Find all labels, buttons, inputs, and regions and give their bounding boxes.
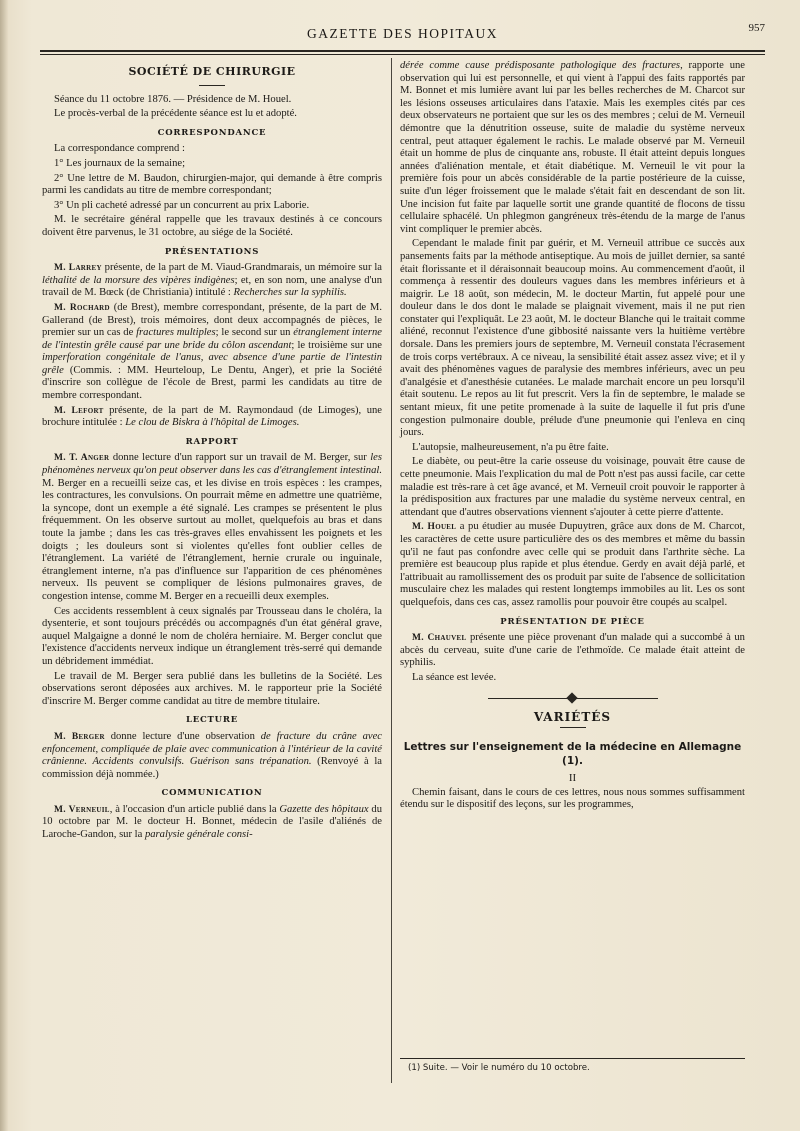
- header-rule: [40, 54, 765, 55]
- masthead-title: GAZETTE DES HOPITAUX: [307, 26, 498, 41]
- text-run: , rapporte une observation qui lui est personnelle, et qui vient à l'appui des faits rapportés par M. Bonnet et mis lumière avant lui par les belles recherches de M. Charcot sur les lésions osseuses articulaires dans l'ataxie. Mais les exemples cités par ces deux observateurs ne portaient que sur les os des membres ; celui de M. Verneuil démontre que la dénutrition osseuse, suite de maladie du système nerveux central, peut attaquer également le rachis. Le malade observé par M. Verneuil était un homme de plus de cinquante ans, robuste. Il était atteint depuis longues années d'aliénation mentale, et était diabétique. M. Verneuil le vit pour la première fois pour un abcès considérable de la partie postérieure de la cuisse, suite d'un léger froissement que le malade s'était fait en descendant de son lit. Une incision fut faite par laquelle sortit une grande quantité de flocons de tissu cellulaire sphacélé. Un phlegmon gangréneux très-étendu de la marge de l'anus vint compliquer le premier abcès.: [400, 60, 745, 235]
- communication-heading: COMMUNICATION: [161, 788, 263, 799]
- text-run: , à l'occasion d'un article publié dans la: [109, 803, 280, 815]
- communication-para-3: L'autopsie, malheureusement, n'a pu être faite.: [412, 441, 609, 453]
- varietes-heading: VARIÉTÉS: [533, 709, 612, 724]
- page-edge-shadow: [0, 0, 8, 1131]
- speaker-name: M. Houel: [412, 522, 457, 533]
- communication-para-2: Cependant le malade finit par guérir, et M. Verneuil attribue ce succès aux pansements faits par la méthode antiseptique. Au mois de juillet dernier, sa santé était florissante et il déraisonnait beaucoup moins. Au commencement d'août, il commença à ressentir des douleurs vagues dans les membres inférieurs et à maigrir. Le 18 août, son médecin, M. le docteur Martin, fut appelé pour une douleur dans le dos dont le malade se plaignait vivement, mais il ne put rien constater qui l'expliquât. Le 23 août, M. le docteur Blanche qui le traitait comme aliéné, reconnut l'existence d'une gibbosité naissante vers la huitième vertèbre dorsale. Dans les premiers jours de septembre, M. Verneuil constata l'écrasement de trois corps vertébraux. A ce niveau, la sensibilité était assez assez vive; et il y avait des phénomènes vagues de paralysie des membres inférieurs, avec un peu d'analgésie et d'anesthésie cutanées. Le malade marchait encore un peu lorsqu'il était soutenu. Le repos au lit fut prescrit. Vers la fin de septembre, le malade se sentant mieux, fit une petite promenade à la suite de laquelle il fut pris d'une congestion pulmonaire double, prélude d'une pneumonie qui l'enleva en cinq jours.: [400, 238, 745, 439]
- houel-remark: [400, 521, 745, 609]
- communication-continued: [400, 60, 745, 236]
- presentation-rochard: [42, 302, 382, 403]
- text-run: ; le troisième sur une: [291, 339, 382, 351]
- rapport-heading: RAPPORT: [185, 436, 239, 447]
- speaker-name: M. Berger: [54, 731, 105, 742]
- presentation-larrey: [42, 262, 382, 300]
- presentations-heading: PRÉSENTATIONS: [164, 246, 260, 257]
- speaker-name: M. Rochard: [54, 302, 110, 313]
- text-run: du 10 octobre par M. le docteur H. Bonnet, médecin de l'asile d'aliénés de Laroche-Gandon, sur la: [42, 803, 383, 841]
- speaker-name: M. Verneuil: [54, 804, 110, 815]
- footnote: (1) Suite. — Voir le numéro du 10 octobre.: [408, 1063, 590, 1073]
- speaker-name: M. Larrey: [54, 263, 102, 274]
- text-run: M. Berger en a recueilli seize cas, et les divise en trois espèces : les crampes, les contractures, les convulsions. On pourrait même en admettre une quatrième, la syncope, dont un exemple a été signalé. Les crampes se présentent le plus fréquemment. On les observe surtout au mollet, quelquefois au bras et dans toute la jambe ; dans les cas très-graves elles envahissent les poignets et les doigts ; les douleurs sont si violentes qu'elles font oublier celles de l'étranglement. La variété de l'étranglement, hernie crurale ou inguinale, étranglement interne, n'a pas d'influence sur l'apparition de ces phénomènes nerveux. Ils peuvent se compliquer de lésions pulmonaires graves, de congestion intense, comme M. Berger en a recueilli deux exemples.: [42, 477, 382, 602]
- text-run: donne lecture d'une observation: [104, 730, 261, 742]
- italic-run: imperforation congénitale de l'anus, avec absence d'une partie de l'intestin grêle: [42, 352, 382, 376]
- column-divider: [391, 58, 392, 1083]
- rapport-para-3: Le travail de M. Berger sera publié dans les bulletins de la Société. Les observations seront déposées aux archives. M. le rapporteur prie la Société d'inscrire M. Berger comme candidat au titre de membre titulaire.: [42, 670, 382, 707]
- italic-run: étranglement interne de l'intestin grêle causé par une bride du côlon ascendant: [42, 327, 383, 351]
- lecture-heading: LECTURE: [185, 715, 239, 726]
- varietes-rule: [560, 727, 586, 728]
- italic-run: dérée comme cause prédisposante pathologique des fractures: [400, 60, 681, 71]
- seance-levee: La séance est levée.: [412, 671, 497, 683]
- corr-intro: La correspondance comprend :: [54, 143, 185, 155]
- italic-run: Le clou de Biskra à l'hôpital de Limoges.: [125, 417, 300, 429]
- text-run: donne lecture d'un rapport sur un travail de M. Berger, sur: [109, 452, 371, 464]
- left-column: [42, 60, 382, 844]
- correspondance-heading: CORRESPONDANCE: [157, 127, 267, 138]
- italic-run: fractures multiples: [136, 327, 216, 339]
- proces-verbal: Le procès-verbal de la précédente séance est lu et adopté.: [54, 108, 297, 120]
- speaker-name: M. Chauvel: [412, 633, 467, 644]
- rapport-anger: [42, 452, 382, 603]
- text-run: (de Brest), membre correspondant, présente, de la part de M. Gallerand (de Brest), trois mémoires, dont deux accompagnés de pièces, le premier sur un cas de: [42, 301, 383, 339]
- rapport-para-2: Ces accidents ressemblent à ceux signalés par Trousseau dans le choléra, la dysenterie, et sont toujours précédés ou accompagnés d'un état général grave, auquel Malgaigne a donné le nom de choléra herniaire. M. Berger conclut que l'existence d'accidents nerveux indique un étranglement très-serré qui demande un débridement immédiat.: [42, 605, 382, 667]
- ornament-rule: [488, 693, 658, 703]
- text-run: (Renvoyé à la commission déjà nommée.): [42, 756, 382, 780]
- title-rule: [199, 85, 225, 86]
- speaker-name: M. T. Anger: [54, 453, 110, 464]
- corr-item-2: 2° Une lettre de M. Baudon, chirurgien-major, qui demande à être compris parmi les candidats au titre de membre correspondant;: [42, 172, 382, 197]
- italic-run: les phénomènes nerveux qu'on peut observer dans les cas d'étranglement intestinal.: [42, 452, 382, 477]
- corr-item-3: 3° Un pli cacheté adressé par un concurrent au prix Laborie.: [54, 199, 310, 211]
- corr-item-1: 1° Les journaux de la semaine;: [54, 157, 186, 169]
- italic-run: de fracture du crâne avec enfoncement, compliquée de plaie avec communication à l'intérieur de la cavité crânienne. Accidents convulsifs. Guérison sans trépanation.: [42, 730, 382, 768]
- italic-run: Recherches sur la syphilis.: [233, 287, 347, 299]
- text-run: (Commis. : MM. Heurteloup, Le Dentu, Anger), et prie la Société d'inscrire son collègue de l'école de Brest, parmi les candidats au titre de membre correspondant.: [42, 364, 382, 402]
- piece-chauvel: [400, 632, 745, 670]
- piece-heading: PRÉSENTATION DE PIÈCE: [500, 616, 645, 627]
- page-number: 957: [748, 22, 765, 34]
- seance-line: Séance du 11 octobre 1876. — Présidence de M. Houel.: [54, 93, 292, 105]
- corr-item-4: M. le secrétaire général rappelle que les travaux destinés à ce concours doivent être parvenus, le 31 octobre, au siége de la Société.: [42, 214, 382, 238]
- communication-para-4: Le diabète, ou peut-être la carie osseuse du voisinage, pouvait être cause de cette pneumonie. Mais l'explication du mal de Pott n'est pas aussi facile, car cette maladie est très-rare à cet âge avancé, et M. Verneuil croit pouvoir le rapporter à la prédisposition aux fractures par une maladie du système nerveux central, en attendant que d'autres observations viennent s'ajouter à cette pierre d'attente.: [400, 456, 745, 518]
- society-title: SOCIÉTÉ DE CHIRURGIE: [128, 65, 296, 78]
- text-run: ; et, en son nom, une analyse d'un travail de M. Bœck (de Christiania) intitulé :: [42, 274, 383, 299]
- text-run: présente une pièce provenant d'un malade qui a succombé à un abcès du cerveau, suite d'une carie de l'ethmoïde. Ce malade était atteint de syphilis.: [400, 632, 745, 669]
- article-opening: Chemin faisant, dans le cours de ces lettres, nous nous sommes suffisamment étendu sur le dispositif des leçons, sur les programmes,: [400, 786, 745, 811]
- footnote-rule: [400, 1058, 745, 1059]
- speaker-name: M. Lefort: [54, 405, 104, 416]
- italic-run: paralysie générale consi-: [144, 829, 253, 841]
- article-title: Lettres sur l'enseignement de la médecine en Allemagne (1).: [403, 741, 742, 768]
- text-run: présente, de la part de M. Viaud-Grandmarais, un mémoire sur la: [101, 262, 382, 274]
- text-run: a pu étudier au musée Dupuytren, grâce aux dons de M. Charcot, les caractères de cette usure particulière des os des membres et même du bassin qu'il ne faut pas confondre avec celle qui se produit dans l'arthrite sèche. La première est beaucoup plus rapide et plus étendue. Gerdy en avait déjà parlé, et l'attribuait au ramollissement des os produit par suite de l'absence de sollicitation musculaire chez les malades qui restent longtemps immobiles au lit. Les os sont quelquefois, dans ces cas, assez ramollis pour pouvoir être coupés au scalpel.: [400, 521, 746, 608]
- page-header: [40, 20, 765, 52]
- italic-run: Gazette des hôpitaux: [279, 803, 369, 815]
- lecture-berger: [42, 731, 382, 781]
- communication-verneuil: [42, 804, 382, 842]
- diamond-ornament-icon: [566, 692, 577, 703]
- text-run: présente, de la part de M. Raymondaud (de Limoges), une brochure intitulée :: [42, 404, 383, 429]
- presentation-lefort: [42, 405, 382, 430]
- right-column: [400, 60, 745, 814]
- text-run: ; le second sur un: [215, 327, 294, 339]
- article-part-number: II: [568, 772, 577, 785]
- italic-run: léthalité de la morsure des vipères indigènes: [42, 274, 235, 286]
